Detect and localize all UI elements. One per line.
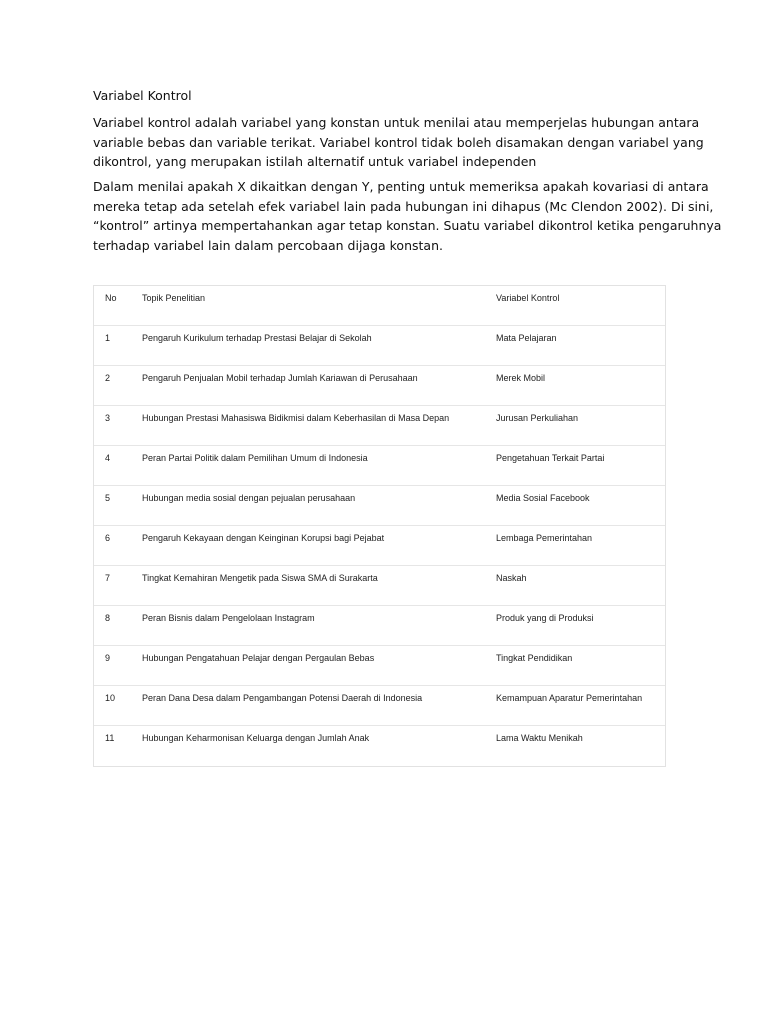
row-control-variable: Tingkat Pendidikan — [496, 653, 573, 663]
header-control-variable: Variabel Kontrol — [496, 293, 560, 303]
row-no: 3 — [105, 413, 111, 423]
paragraph-line: variable bebas dan variable terikat. Variabel kontrol tidak boleh disamakan dengan variabel yang — [93, 134, 704, 150]
row-control-variable: Produk yang di Produksi — [496, 613, 594, 623]
table-row — [94, 406, 665, 446]
header-no: No — [105, 293, 117, 303]
row-control-variable: Kemampuan Aparatur Pemerintahan — [496, 693, 643, 703]
row-no: 11 — [105, 733, 115, 743]
paragraph-line: terhadap variabel lain dalam percobaan dijaga konstan. — [93, 237, 443, 253]
table-row — [94, 446, 665, 486]
table-row — [94, 606, 665, 646]
row-control-variable: Jurusan Perkuliahan — [496, 413, 579, 423]
paragraph-line: “kontrol” artinya mempertahankan agar tetap konstan. Suatu variabel dikontrol ketika pengaruhnya — [93, 218, 722, 233]
paragraph-line: Dalam menilai apakah X dikaitkan dengan Y, penting untuk memeriksa apakah kovariasi di antara — [93, 179, 709, 194]
row-control-variable: Lama Waktu Menikah — [496, 733, 583, 743]
row-no: 1 — [105, 333, 111, 343]
row-no: 4 — [105, 453, 111, 463]
table-row — [94, 646, 665, 686]
table-row — [94, 366, 665, 406]
row-control-variable: Merek Mobil — [496, 373, 546, 383]
paragraph-definition — [93, 113, 704, 172]
table-row — [94, 686, 665, 726]
row-control-variable: Mata Pelajaran — [496, 333, 557, 343]
row-topic: Tingkat Kemahiran Mengetik pada Siswa SMA di Surakarta — [142, 573, 378, 583]
paragraph-line: dikontrol, yang merupakan istilah alternatif untuk variabel independen — [93, 154, 537, 169]
row-no: 10 — [105, 693, 116, 703]
row-topic: Peran Partai Politik dalam Pemilihan Umum di Indonesia — [142, 453, 368, 463]
row-no: 2 — [105, 373, 111, 383]
document-heading: Variabel Kontrol — [93, 88, 192, 103]
paragraph-line: mereka tetap ada setelah efek variabel lain pada hubungan ini dihapus (Mc Clendon 2002). Di sini, — [93, 198, 714, 214]
table-row — [94, 726, 665, 766]
paragraph-explanation — [93, 177, 722, 255]
row-topic: Peran Dana Desa dalam Pengambangan Potensi Daerah di Indonesia — [142, 693, 423, 703]
row-no: 9 — [105, 653, 111, 663]
row-control-variable: Lembaga Pemerintahan — [496, 533, 593, 543]
row-topic: Peran Bisnis dalam Pengelolaan Instagram — [142, 613, 315, 623]
row-no: 8 — [105, 613, 111, 623]
header-topic: Topik Penelitian — [142, 293, 206, 303]
row-no: 7 — [105, 573, 111, 583]
row-control-variable: Pengetahuan Terkait Partai — [496, 453, 605, 463]
table-row — [94, 326, 665, 366]
row-control-variable: Media Sosial Facebook — [496, 493, 590, 503]
paragraph-line: Variabel kontrol adalah variabel yang konstan untuk menilai atau memperjelas hubungan antara — [93, 115, 700, 130]
row-topic: Pengaruh Kurikulum terhadap Prestasi Belajar di Sekolah — [142, 333, 372, 343]
table-row — [94, 486, 665, 526]
control-variable-table — [93, 285, 666, 767]
row-topic: Hubungan Pengatahuan Pelajar dengan Pergaulan Bebas — [142, 653, 375, 663]
table-header-row — [94, 286, 665, 326]
row-topic: Hubungan Prestasi Mahasiswa Bidikmisi dalam Keberhasilan di Masa Depan — [142, 413, 450, 423]
row-topic: Pengaruh Kekayaan dengan Keinginan Korupsi bagi Pejabat — [142, 533, 385, 543]
row-no: 5 — [105, 493, 111, 503]
table-row — [94, 566, 665, 606]
row-topic: Hubungan media sosial dengan pejualan perusahaan — [142, 493, 356, 503]
row-topic: Hubungan Keharmonisan Keluarga dengan Jumlah Anak — [142, 733, 370, 743]
table-row — [94, 526, 665, 566]
row-topic: Pengaruh Penjualan Mobil terhadap Jumlah Kariawan di Perusahaan — [142, 373, 418, 383]
row-control-variable: Naskah — [496, 573, 527, 583]
row-no: 6 — [105, 533, 111, 543]
